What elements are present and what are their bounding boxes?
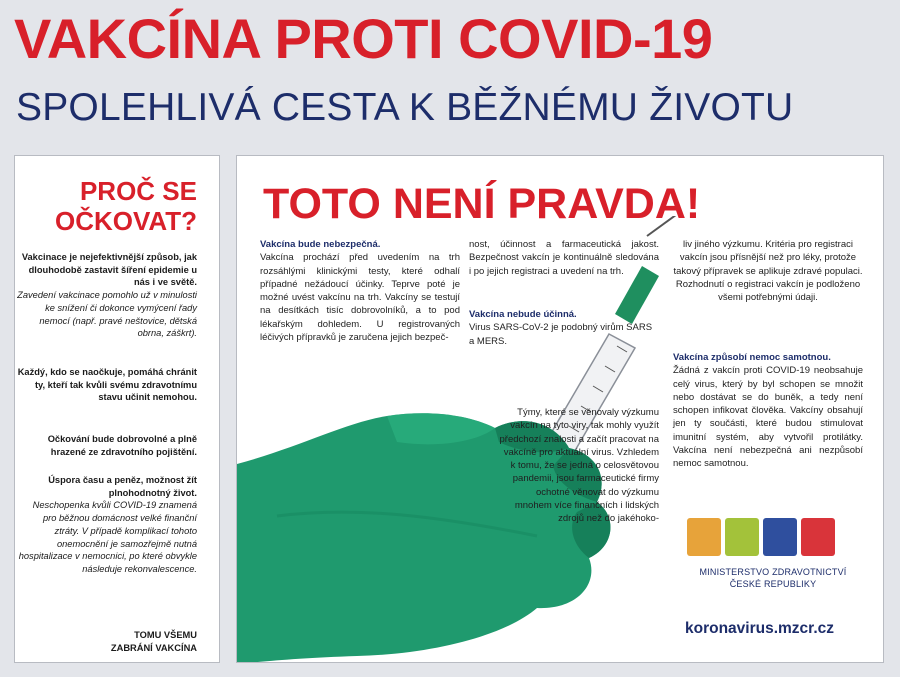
myth-ineffective-continued: Týmy, které se věnovaly výzkumu vakcín na tyto viry, tak mohly využít předchozí znalosti a začít pracovat na vakcíně pro aktuální virus. Vzhledem k tomu, že se jedná o celosvětovou pandemii, jsou farmaceutické firmy ochotné věnovat do výzkumu mnohem více finančních i lidských zdrojů než do jakéhoko-	[499, 407, 659, 525]
myth-ineffective: Vakcína nebude účinná. Virus SARS-CoV-2 je podobný virům SARS a MERS.	[469, 309, 653, 347]
reason-block-1: Vakcinace je nejefektivnější způsob, jak dlouhodobě zastavit šíření epidemie u nás i ve světě. Zavedení vakcinace pomohlo už v minulosti ke snížení či dokonce vymýcení řady nemocí (např. pravé neštovice, dětská obrna, záškrt).	[17, 252, 197, 339]
poster-subtitle: SPOLEHLIVÁ CESTA K BĚŽNÉMU ŽIVOTU	[16, 86, 794, 129]
closing-statement: TOMU VŠEMU ZABRÁNÍ VAKCÍNA	[110, 630, 197, 653]
ministry-logo-icon	[687, 518, 863, 556]
poster-title: VAKCÍNA PROTI COVID-19	[14, 7, 713, 70]
website-link[interactable]: koronavirus.mzcr.cz	[685, 620, 835, 637]
myth-dangerous-continued: nost, účinnost a farmaceutická jakost. Bezpečnost vakcín je kontinuálně sledována i po jejich registraci a uvedení na trh.	[469, 239, 659, 277]
ministry-logo	[683, 518, 863, 590]
myth-ineffective-end: liv jiného výzkumu. Kritéria pro registraci vakcín jsou přísnější než pro léky, protože takový přípravek se aplikuje zdravé populaci. Rozhodnutí o registraci vakcín je podloženo všemi potřebnými údaji.	[673, 239, 863, 304]
why-vaccinate-panel	[14, 155, 220, 663]
myths-heading: TOTO NENÍ PRAVDA!	[263, 180, 701, 228]
myth-causes-disease: Vakcína způsobí nemoc samotnou. Žádná z vakcín proti COVID-19 neobsahuje celý virus, který by byl schopen se množit nebo dostávat se do buněk, a tedy není schopen infikovat člověka. Vakcíny obsahují jen ty součásti, které budou stimulovat imunitní systém, aby vytvořil protilátky. Vakcína není nebezpečná ani nezpůsobí nemoc samotnou.	[673, 352, 863, 470]
reason-block-3: Očkování bude dobrovolné a plně hrazené ze zdravotního pojištění.	[47, 434, 197, 457]
why-vaccinate-heading: PROČ SE OČKOVAT?	[54, 176, 197, 236]
reason-block-4: Úspora času a peněz, možnost žít plnohodnotný život. Neschopenka kvůli COVID-19 znamená pro běžnou domácnost velké finanční ztráty. V případě komplikací tohoto onemocnění je samozřejmě nutná hospitalizace v nemocnici, po které obvykle následuje rekonvalescence.	[18, 475, 197, 574]
myths-panel	[236, 155, 884, 663]
myth-dangerous: Vakcína bude nebezpečná. Vakcína prochází před uvedením na trh rozsáhlými klinickými testy, které odhalí případné nežádoucí účinky. Teprve poté je možné uvést vakcínu na trh. Vakcíny se testují na desítkách tisíc dobrovolníků, a to pod lékařským dohledem. U registrovaných léčivých přípravků je zaručena jejich bezpeč-	[260, 239, 460, 344]
ministry-name: MINISTERSTVO ZDRAVOTNICTVÍ ČESKÉ REPUBLIKY	[699, 567, 847, 589]
reason-block-2: Každý, kdo se naočkuje, pomáhá chránit ty, kteří tak kvůli svému zdravotnímu stavu učinit nemohou.	[17, 367, 197, 403]
